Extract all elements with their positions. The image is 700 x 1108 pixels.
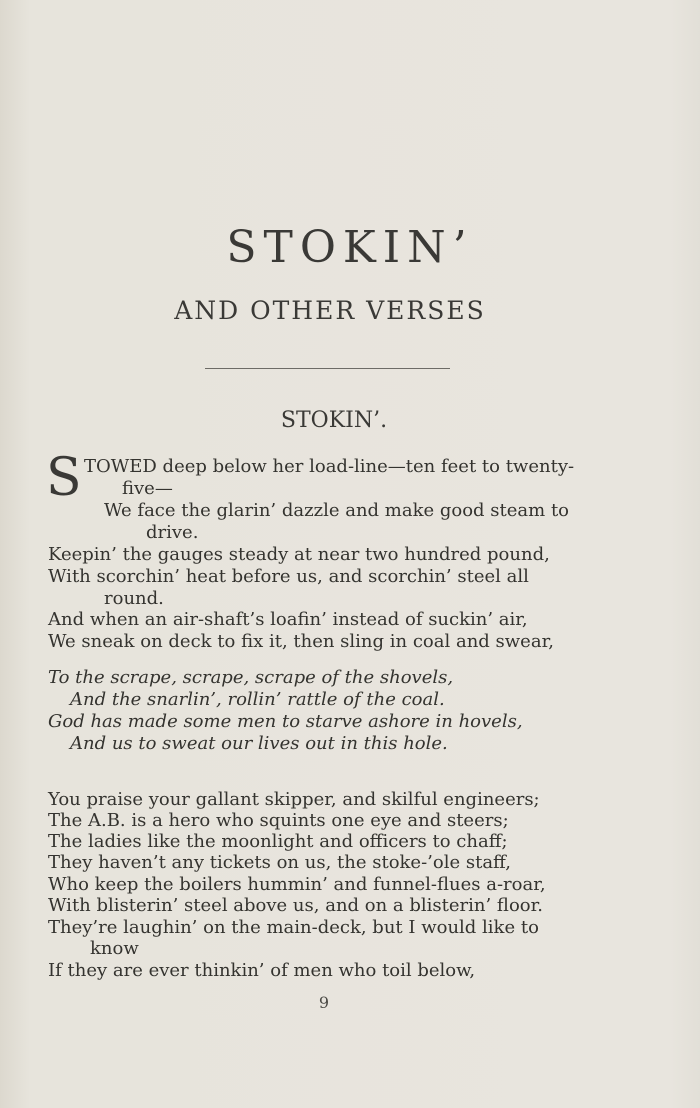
poem-line: TOWED deep below her load-line—ten feet to twenty- xyxy=(84,456,575,477)
book-subtitle: AND OTHER VERSES xyxy=(174,296,486,325)
poem-line: The A.B. is a hero who squints one eye and steers; xyxy=(48,810,509,831)
poem-line: We sneak on deck to fix it, then sling in coal and swear, xyxy=(48,631,554,652)
refrain-line: God has made some men to starve ashore in hovels, xyxy=(48,711,523,732)
poem-line: If they are ever thinkin’ of men who toil below, xyxy=(48,960,476,981)
poem-line: drive. xyxy=(146,522,199,543)
poem-line: We face the glarin’ dazzle and make good steam to xyxy=(104,500,570,521)
poem-line: With scorchin’ heat before us, and scorchin’ steel all xyxy=(48,566,529,587)
poem-line: Keepin’ the gauges steady at near two hundred pound, xyxy=(48,544,550,565)
poem-line: With blisterin’ steel above us, and on a blisterin’ floor. xyxy=(48,895,543,916)
poem-line: They haven’t any tickets on us, the stoke-’ole staff, xyxy=(48,852,511,873)
poem-line: know xyxy=(90,938,139,959)
poem-line: They’re laughin’ on the main-deck, but I would like to xyxy=(48,917,539,938)
page-number: 9 xyxy=(318,993,330,1012)
refrain-line: And the snarlin’, rollin’ rattle of the coal. xyxy=(70,689,445,710)
poem-line: And when an air-shaft’s loafin’ instead of suckin’ air, xyxy=(48,609,528,630)
poem-line: Who keep the boilers hummin’ and funnel-flues a-roar, xyxy=(48,874,546,895)
poem-line: You praise your gallant skipper, and skilful engineers; xyxy=(48,789,540,810)
poem-title: STOKIN’. xyxy=(280,408,388,433)
title-divider xyxy=(205,368,450,369)
poem-line: five— xyxy=(122,478,173,499)
book-title: STOKIN’ xyxy=(226,222,474,273)
refrain-line: To the scrape, scrape, scrape of the shovels, xyxy=(48,667,454,688)
drop-cap: S xyxy=(46,448,82,508)
poem-line: round. xyxy=(104,588,164,609)
poem-line: The ladies like the moonlight and officers to chaff; xyxy=(48,831,508,852)
refrain-line: And us to sweat our lives out in this hole. xyxy=(70,733,448,754)
